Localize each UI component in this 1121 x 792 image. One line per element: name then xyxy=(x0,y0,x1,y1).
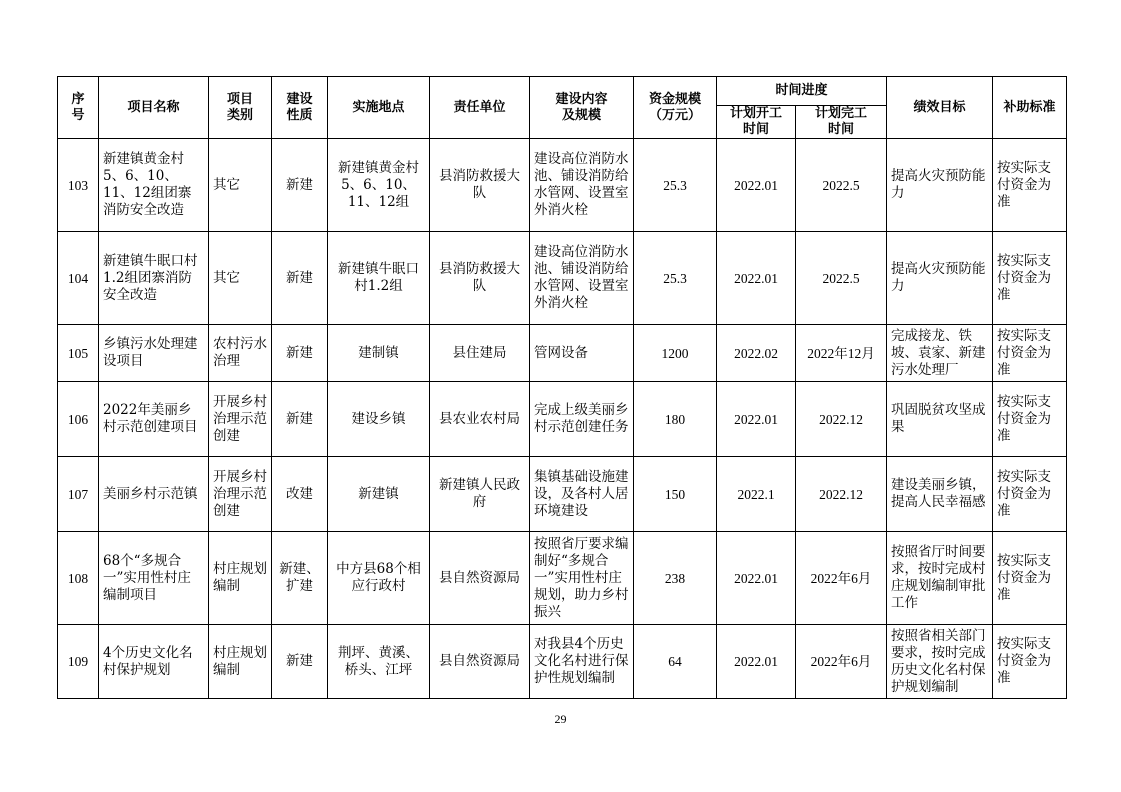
cell-unit: 县消防救援大队 xyxy=(430,139,530,232)
header-location: 实施地点 xyxy=(328,77,430,139)
cell-seq: 109 xyxy=(58,625,99,699)
cell-target: 提高火灾预防能力 xyxy=(887,232,993,325)
cell-funds: 64 xyxy=(634,625,717,699)
cell-content: 建设高位消防水池、铺设消防给水管网、设置室外消火栓 xyxy=(530,139,634,232)
cell-start: 2022.01 xyxy=(717,139,796,232)
cell-category: 其它 xyxy=(209,139,272,232)
cell-name: 2022年美丽乡村示范创建项目 xyxy=(99,382,209,457)
cell-end: 2022.12 xyxy=(796,457,887,532)
cell-seq: 106 xyxy=(58,382,99,457)
header-unit: 责任单位 xyxy=(430,77,530,139)
cell-end: 2022.5 xyxy=(796,139,887,232)
cell-name: 4个历史文化名村保护规划 xyxy=(99,625,209,699)
cell-start: 2022.01 xyxy=(717,625,796,699)
cell-name: 新建镇牛眠口村1.2组团寨消防安全改造 xyxy=(99,232,209,325)
cell-content: 集镇基础设施建设，及各村人居环境建设 xyxy=(530,457,634,532)
cell-name: 乡镇污水处理建设项目 xyxy=(99,325,209,382)
header-target: 绩效目标 xyxy=(887,77,993,139)
cell-name: 新建镇黄金村5、6、10、11、12组团寨消防安全改造 xyxy=(99,139,209,232)
cell-category: 开展乡村治理示范创建 xyxy=(209,382,272,457)
cell-category: 村庄规划编制 xyxy=(209,532,272,625)
table-row xyxy=(58,325,1067,382)
header-content: 建设内容 及规模 xyxy=(530,77,634,139)
cell-nature: 新建、扩建 xyxy=(272,532,328,625)
cell-nature: 改建 xyxy=(272,457,328,532)
cell-location: 新建镇 xyxy=(328,457,430,532)
table-row xyxy=(58,139,1067,232)
cell-target: 提高火灾预防能力 xyxy=(887,139,993,232)
cell-funds: 180 xyxy=(634,382,717,457)
cell-start: 2022.01 xyxy=(717,232,796,325)
cell-category: 村庄规划编制 xyxy=(209,625,272,699)
cell-start: 2022.02 xyxy=(717,325,796,382)
cell-end: 2022.5 xyxy=(796,232,887,325)
cell-subsidy: 按实际支付资金为准 xyxy=(993,232,1067,325)
header-nature: 建设 性质 xyxy=(272,77,328,139)
cell-content: 管网设备 xyxy=(530,325,634,382)
table-row xyxy=(58,232,1067,325)
cell-nature: 新建 xyxy=(272,139,328,232)
header-schedule: 时间进度 xyxy=(717,77,887,106)
cell-unit: 县住建局 xyxy=(430,325,530,382)
cell-start: 2022.01 xyxy=(717,532,796,625)
cell-content: 对我县4个历史文化名村进行保护性规划编制 xyxy=(530,625,634,699)
header-category: 项目 类别 xyxy=(209,77,272,139)
cell-seq: 107 xyxy=(58,457,99,532)
cell-category: 农村污水治理 xyxy=(209,325,272,382)
cell-location: 荆坪、黄溪、桥头、江坪 xyxy=(328,625,430,699)
header-end: 计划完工 时间 xyxy=(796,106,887,139)
header-start: 计划开工 时间 xyxy=(717,106,796,139)
cell-content: 建设高位消防水池、铺设消防给水管网、设置室外消火栓 xyxy=(530,232,634,325)
cell-funds: 238 xyxy=(634,532,717,625)
header-seq: 序 号 xyxy=(58,77,99,139)
cell-end: 2022年12月 xyxy=(796,325,887,382)
cell-funds: 1200 xyxy=(634,325,717,382)
cell-start: 2022.1 xyxy=(717,457,796,532)
cell-end: 2022年6月 xyxy=(796,625,887,699)
cell-location: 建设乡镇 xyxy=(328,382,430,457)
cell-target: 按照省厅时间要求，按时完成村庄规划编制审批工作 xyxy=(887,532,993,625)
cell-unit: 新建镇人民政府 xyxy=(430,457,530,532)
cell-nature: 新建 xyxy=(272,325,328,382)
header-name: 项目名称 xyxy=(99,77,209,139)
cell-location: 中方县68个相应行政村 xyxy=(328,532,430,625)
cell-subsidy: 按实际支付资金为准 xyxy=(993,532,1067,625)
table-row xyxy=(58,457,1067,532)
cell-category: 其它 xyxy=(209,232,272,325)
cell-subsidy: 按实际支付资金为准 xyxy=(993,325,1067,382)
cell-nature: 新建 xyxy=(272,382,328,457)
cell-subsidy: 按实际支付资金为准 xyxy=(993,139,1067,232)
cell-nature: 新建 xyxy=(272,232,328,325)
cell-target: 完成接龙、铁坡、袁家、新建污水处理厂 xyxy=(887,325,993,382)
cell-end: 2022.12 xyxy=(796,382,887,457)
cell-nature: 新建 xyxy=(272,625,328,699)
cell-funds: 150 xyxy=(634,457,717,532)
cell-funds: 25.3 xyxy=(634,139,717,232)
cell-end: 2022年6月 xyxy=(796,532,887,625)
header-subsidy: 补助标准 xyxy=(993,77,1067,139)
header-funds: 资金规模 （万元） xyxy=(634,77,717,139)
table-row xyxy=(58,532,1067,625)
cell-target: 按照省相关部门要求，按时完成历史文化名村保护规划编制 xyxy=(887,625,993,699)
project-table xyxy=(57,76,1067,699)
cell-location: 新建镇牛眠口村1.2组 xyxy=(328,232,430,325)
table-row xyxy=(58,382,1067,457)
cell-seq: 104 xyxy=(58,232,99,325)
cell-name: 68个“多规合一”实用性村庄编制项目 xyxy=(99,532,209,625)
cell-target: 巩固脱贫攻坚成果 xyxy=(887,382,993,457)
cell-seq: 103 xyxy=(58,139,99,232)
cell-unit: 县自然资源局 xyxy=(430,625,530,699)
cell-target: 建设美丽乡镇，提高人民幸福感 xyxy=(887,457,993,532)
cell-unit: 县自然资源局 xyxy=(430,532,530,625)
cell-subsidy: 按实际支付资金为准 xyxy=(993,382,1067,457)
cell-content: 按照省厅要求编制好“多规合一”实用性村庄规划，助力乡村振兴 xyxy=(530,532,634,625)
cell-content: 完成上级美丽乡村示范创建任务 xyxy=(530,382,634,457)
cell-location: 建制镇 xyxy=(328,325,430,382)
cell-location: 新建镇黄金村5、6、10、11、12组 xyxy=(328,139,430,232)
cell-seq: 105 xyxy=(58,325,99,382)
cell-category: 开展乡村治理示范创建 xyxy=(209,457,272,532)
cell-name: 美丽乡村示范镇 xyxy=(99,457,209,532)
cell-funds: 25.3 xyxy=(634,232,717,325)
cell-subsidy: 按实际支付资金为准 xyxy=(993,625,1067,699)
cell-subsidy: 按实际支付资金为准 xyxy=(993,457,1067,532)
cell-unit: 县农业农村局 xyxy=(430,382,530,457)
cell-start: 2022.01 xyxy=(717,382,796,457)
page-number: 29 xyxy=(554,712,567,726)
cell-seq: 108 xyxy=(58,532,99,625)
cell-unit: 县消防救援大队 xyxy=(430,232,530,325)
table-row xyxy=(58,625,1067,699)
